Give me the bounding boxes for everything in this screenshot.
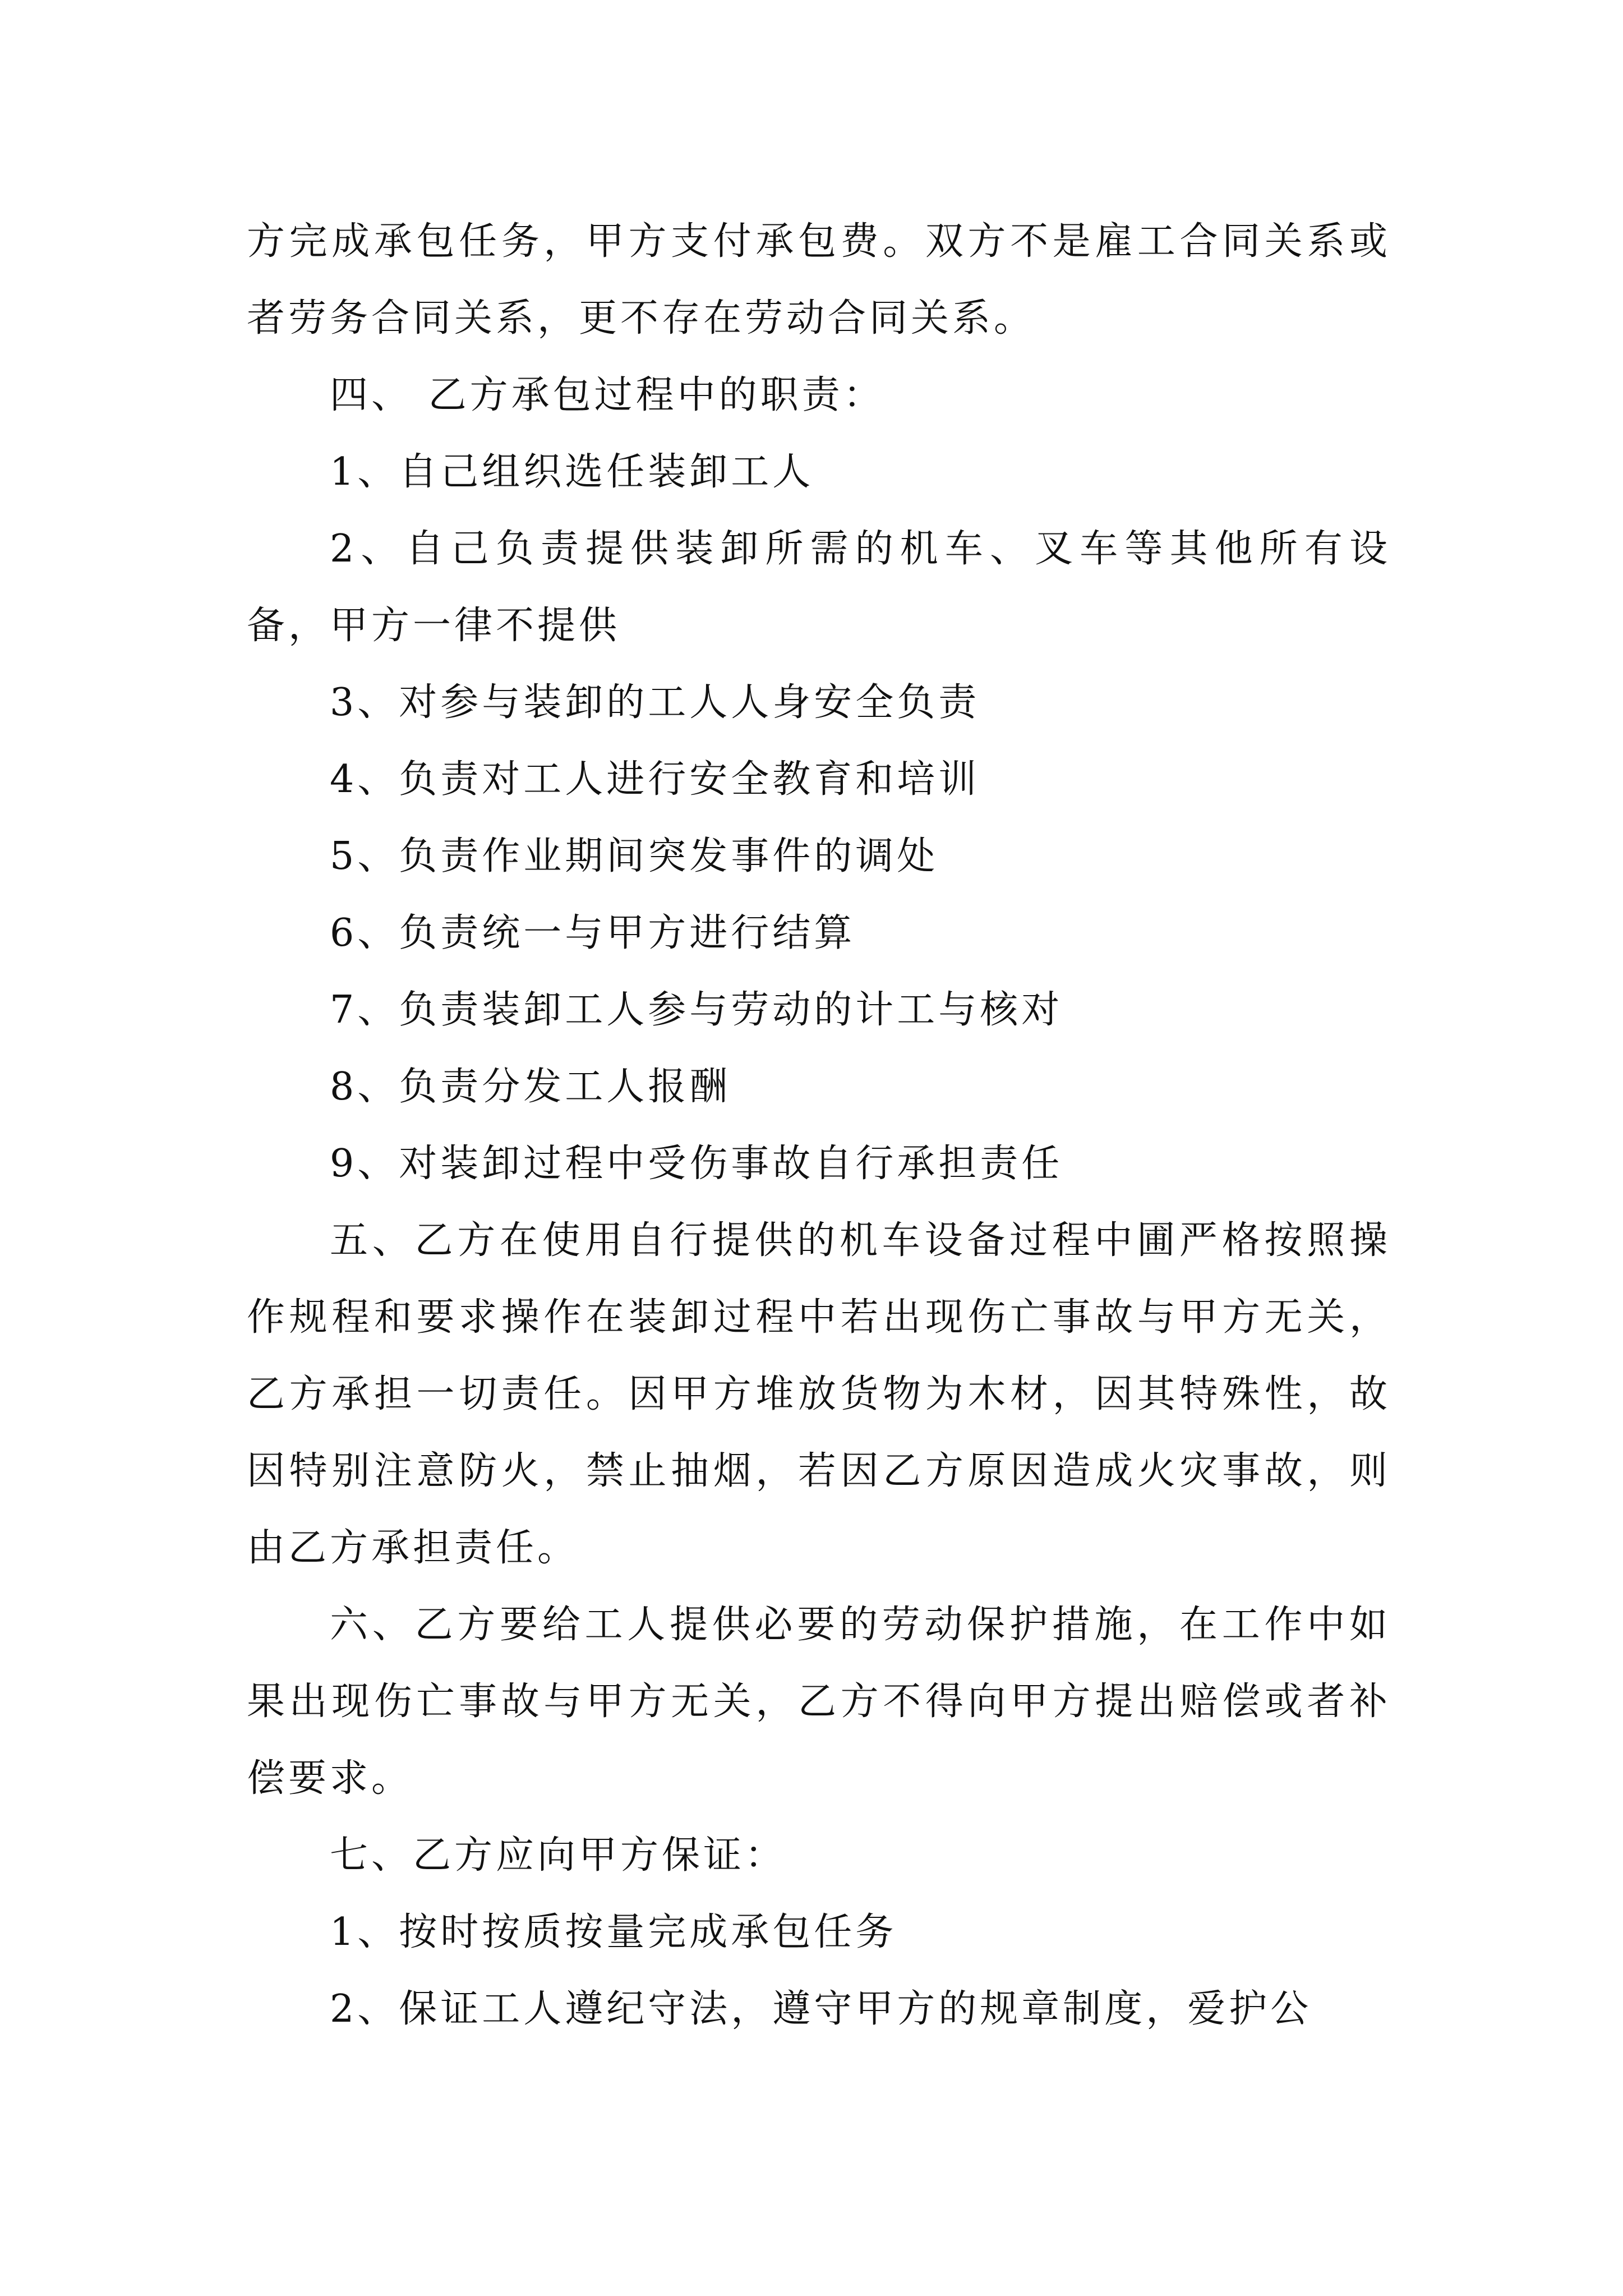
section-five-paragraph: 五、乙方在使用自行提供的机车设备过程中圃严格按照操作规程和要求操作在装卸过程中若出现伤亡事故与甲方无关，乙方承担一切责任。因甲方堆放货物为木材，因其特殊性，故因特别注意防火，禁止抽烟，若因乙方原因造成火灾事故，则由乙方承担责任。 xyxy=(247,1218,1391,1570)
duty-item-8: 8、负责分发工人报酬 xyxy=(330,1065,731,1109)
duty-item-1: 1、自己组织选任装卸工人 xyxy=(330,450,814,494)
duty-item-6: 6、负责统一与甲方进行结算 xyxy=(330,911,856,955)
section-seven-heading: 七、乙方应向甲方保证： xyxy=(330,1833,787,1878)
section-four-heading: 四、 乙方承包过程中的职责： xyxy=(330,373,885,417)
duty-item-9: 9、对装卸过程中受伤事故自行承担责任 xyxy=(330,1142,1063,1186)
section-six-paragraph: 六、乙方要给工人提供必要的劳动保护措施，在工作中如果出现伤亡事故与甲方无关，乙方不得向甲方提出赔偿或者补偿要求。 xyxy=(247,1603,1391,1801)
guarantee-item-2: 2、保证工人遵纪守法，遵守甲方的规章制度，爱护公 xyxy=(330,1987,1312,2031)
duty-item-2: 2、自己负责提供装卸所需的机车、叉车等其他所有设备，甲方一律不提供 xyxy=(247,527,1391,648)
guarantee-item-1: 1、按时按质按量完成承包任务 xyxy=(330,1910,897,1954)
duty-item-7: 7、负责装卸工人参与劳动的计工与核对 xyxy=(330,988,1063,1032)
contract-body xyxy=(247,203,1391,2047)
duty-item-3: 3、对参与装卸的工人人身安全负责 xyxy=(330,680,980,725)
duty-item-4: 4、负责对工人进行安全教育和培训 xyxy=(330,757,980,802)
duty-item-5: 5、负责作业期间突发事件的调处 xyxy=(330,834,939,878)
paragraph-continuation: 方完成承包任务，甲方支付承包费。双方不是雇工合同关系或者劳务合同关系，更不存在劳动合同关系。 xyxy=(247,219,1391,341)
